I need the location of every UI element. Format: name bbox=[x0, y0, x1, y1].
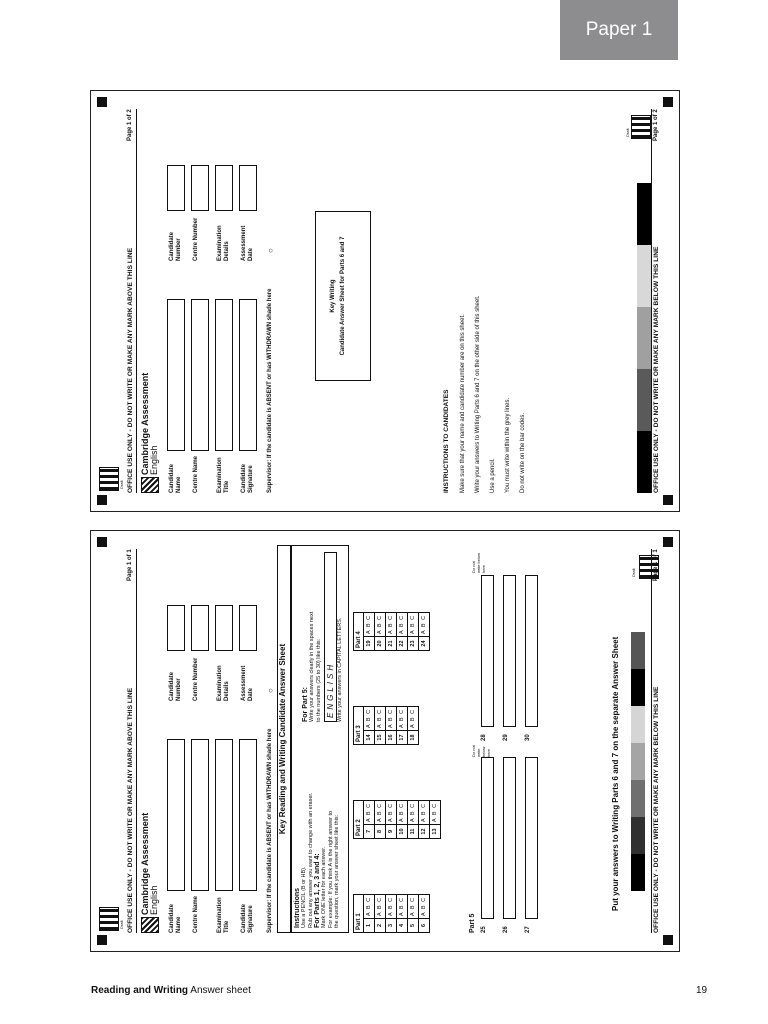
part1-label: Part 1 bbox=[354, 894, 364, 932]
answer-options[interactable]: A B C bbox=[375, 800, 386, 824]
calibration-bar bbox=[631, 817, 645, 854]
calibration-bar bbox=[631, 743, 645, 780]
cambridge-shield-icon bbox=[141, 477, 159, 493]
part3-rows bbox=[364, 706, 419, 744]
instruction-item: Make sure that your name and candidate number are on this sheet. bbox=[460, 314, 466, 493]
answer-options[interactable]: A B C bbox=[386, 894, 397, 918]
part5-label: Part 5 bbox=[469, 913, 476, 933]
instruction-item: Write your answers to Writing Parts 6 and 7 on the other side of this sheet. bbox=[475, 295, 481, 493]
question-number: 9 bbox=[386, 825, 397, 839]
question-number: 12 bbox=[419, 825, 430, 839]
box-line2: Candidate Answer Sheet for Parts 6 and 7 bbox=[340, 236, 346, 356]
question-number: 20 bbox=[375, 637, 386, 651]
field-label-candidate-number: Candidate Number bbox=[169, 231, 182, 261]
exam-details-box[interactable] bbox=[215, 605, 233, 651]
answer-line-28[interactable] bbox=[481, 575, 494, 727]
question-number: 1 bbox=[364, 919, 375, 933]
question-number: 17 bbox=[397, 731, 408, 745]
draft-label: Draft bbox=[625, 128, 630, 137]
answer-options[interactable]: A B C bbox=[397, 706, 408, 730]
answer-options[interactable]: A B C bbox=[375, 612, 386, 636]
office-use-top: OFFICE USE ONLY - DO NOT WRITE OR MAKE ANY MARK ABOVE THIS LINE bbox=[127, 687, 134, 933]
answer-options[interactable]: A B C bbox=[408, 706, 419, 730]
answer-sheet-content bbox=[91, 531, 679, 951]
answer-options[interactable]: A B C bbox=[408, 612, 419, 636]
parts-heading: For Parts 1, 2, 3 and 4: bbox=[314, 853, 321, 928]
page-of-bottom-label: Page 1 of 1 bbox=[653, 549, 659, 581]
answer-row bbox=[408, 706, 419, 744]
grey-calibration-bars bbox=[631, 591, 645, 891]
answer-row bbox=[375, 612, 386, 650]
part1-rows bbox=[364, 894, 430, 932]
field-label-exam-title: Examination Title bbox=[217, 897, 230, 933]
instruction-item: You must write within the grey lines. bbox=[505, 397, 511, 493]
do-not-write-note: Do not write below here bbox=[471, 552, 486, 573]
answer-options[interactable]: A B C bbox=[364, 612, 375, 636]
question-number: 21 bbox=[386, 637, 397, 651]
office-use-bottom: OFFICE USE ONLY - DO NOT WRITE OR MAKE ANY MARK BELOW THIS LINE bbox=[653, 246, 660, 493]
corner-marker bbox=[97, 495, 107, 505]
answer-line-27[interactable] bbox=[525, 757, 538, 919]
answer-row bbox=[397, 612, 408, 650]
question-number: 23 bbox=[408, 637, 419, 651]
answer-options[interactable]: A B C bbox=[386, 800, 397, 824]
part5-line1: Write your answers clearly in the spaces next bbox=[309, 611, 315, 722]
answer-row bbox=[364, 800, 375, 838]
field-label-candidate-name: Candidate Name bbox=[169, 903, 182, 933]
field-label-exam-details: Examination Details bbox=[217, 225, 230, 261]
answer-row bbox=[364, 706, 375, 744]
office-use-bottom: OFFICE USE ONLY - DO NOT WRITE OR MAKE ANY MARK BELOW THIS LINE bbox=[653, 686, 660, 933]
field-label-centre-name: Centre Name bbox=[193, 895, 199, 933]
corner-marker bbox=[97, 537, 107, 547]
answer-row bbox=[419, 894, 430, 932]
answer-options[interactable]: A B C bbox=[397, 800, 408, 824]
field-label-exam-title: Examination Title bbox=[217, 457, 230, 493]
answer-options[interactable]: A B C bbox=[419, 800, 430, 824]
part5-number: 26 bbox=[503, 926, 509, 933]
field-label-centre-number: Centre Number bbox=[193, 657, 199, 701]
answer-options[interactable]: A B C bbox=[419, 612, 430, 636]
calibration-bar bbox=[637, 183, 651, 245]
question-number: 2 bbox=[375, 919, 386, 933]
instructions-line2: Rub out any answer you want to change with an eraser. bbox=[307, 792, 314, 928]
supervisor-note: Supervisor: If the candidate is ABSENT or has WITHDRAWN shade here bbox=[267, 728, 273, 933]
example-word: ENGLISH bbox=[326, 661, 335, 718]
instructions-list bbox=[443, 113, 535, 493]
centre-number-box[interactable] bbox=[191, 165, 209, 211]
question-number: 5 bbox=[408, 919, 419, 933]
candidate-number-box[interactable] bbox=[167, 605, 185, 651]
centre-name-box[interactable] bbox=[191, 739, 209, 891]
answer-row bbox=[386, 800, 397, 838]
qr-code-icon bbox=[99, 467, 119, 491]
office-use-top: OFFICE USE ONLY - DO NOT WRITE OR MAKE ANY MARK ABOVE THIS LINE bbox=[127, 247, 134, 493]
logo-line2: English bbox=[149, 885, 159, 915]
calibration-bar bbox=[637, 431, 651, 493]
calibration-bar bbox=[637, 307, 651, 369]
top-rule bbox=[136, 549, 137, 933]
answer-row bbox=[408, 894, 419, 932]
logo-line2: English bbox=[149, 445, 159, 475]
answer-row bbox=[364, 894, 375, 932]
part3-label: Part 3 bbox=[354, 706, 364, 744]
question-number: 4 bbox=[397, 919, 408, 933]
answer-options[interactable]: A B C bbox=[408, 800, 419, 824]
answer-row bbox=[364, 612, 375, 650]
candidate-number-box[interactable] bbox=[167, 165, 185, 211]
centre-number-box[interactable] bbox=[191, 605, 209, 651]
instructions-heading: Instructions bbox=[294, 887, 301, 928]
field-label-assessment-date: Assessment Date bbox=[241, 665, 254, 701]
signature-box[interactable] bbox=[239, 739, 257, 891]
calibration-bar bbox=[631, 854, 645, 891]
field-label-centre-number: Centre Number bbox=[193, 217, 199, 261]
field-label-assessment-date: Assessment Date bbox=[241, 225, 254, 261]
answer-options[interactable]: A B C bbox=[386, 706, 397, 730]
answer-options[interactable]: A B C bbox=[364, 800, 375, 824]
question-number: 24 bbox=[419, 637, 430, 651]
instructions-heading: INSTRUCTIONS TO CANDIDATES bbox=[443, 389, 450, 493]
part5-number: 28 bbox=[481, 734, 487, 741]
bottom-rule bbox=[651, 549, 652, 933]
exam-title-box[interactable] bbox=[215, 739, 233, 891]
calibration-bar bbox=[631, 632, 645, 669]
answer-line-29[interactable] bbox=[503, 575, 516, 727]
answer-options[interactable]: A B C bbox=[386, 612, 397, 636]
answer-line-30[interactable] bbox=[525, 575, 538, 727]
title-banner bbox=[277, 545, 291, 933]
answer-options[interactable]: A B C bbox=[397, 894, 408, 918]
absent-shade-bubble[interactable]: ○ bbox=[266, 248, 275, 253]
bottom-note: Put your answers to Writing Parts 6 and 7 on the separate Answer Sheet bbox=[611, 636, 620, 911]
answer-row bbox=[386, 706, 397, 744]
field-label-centre-name: Centre Name bbox=[193, 455, 199, 493]
corner-marker bbox=[97, 935, 107, 945]
candidate-name-box[interactable] bbox=[167, 739, 185, 891]
field-label-signature: Candidate Signature bbox=[241, 463, 254, 493]
answer-row bbox=[408, 612, 419, 650]
supervisor-note: Supervisor: If the candidate is ABSENT or has WITHDRAWN shade here bbox=[267, 288, 273, 493]
absent-shade-bubble[interactable]: ○ bbox=[266, 688, 275, 693]
question-number: 18 bbox=[408, 731, 419, 745]
qr-code-icon bbox=[631, 115, 651, 139]
qr-code-icon bbox=[99, 907, 119, 931]
assessment-date-box[interactable] bbox=[239, 165, 257, 211]
corner-marker bbox=[97, 97, 107, 107]
answer-row bbox=[397, 894, 408, 932]
calibration-bar bbox=[637, 245, 651, 307]
part2-grid bbox=[353, 800, 441, 839]
part4-grid bbox=[353, 612, 430, 651]
part2-label: Part 2 bbox=[354, 800, 364, 838]
question-number: 6 bbox=[419, 919, 430, 933]
part5-number: 27 bbox=[525, 926, 531, 933]
paper-tab-label: Paper 1 bbox=[585, 19, 653, 40]
part5-heading: For Part 5: bbox=[302, 686, 309, 722]
exam-title-box[interactable] bbox=[215, 299, 233, 451]
calibration-bar bbox=[631, 780, 645, 817]
answer-options[interactable]: A B C bbox=[364, 706, 375, 730]
part3-grid bbox=[353, 706, 419, 745]
footer-subsection: Answer sheet bbox=[190, 985, 251, 996]
sheet-title-box bbox=[315, 211, 371, 381]
part5-number: 25 bbox=[481, 926, 487, 933]
field-label-candidate-number: Candidate Number bbox=[169, 671, 182, 701]
answer-row bbox=[375, 800, 386, 838]
answer-row bbox=[386, 612, 397, 650]
question-number: 3 bbox=[386, 919, 397, 933]
part5-number: 29 bbox=[503, 734, 509, 741]
part5-number: 30 bbox=[525, 734, 531, 741]
corner-marker bbox=[663, 97, 673, 107]
answer-line-25[interactable] bbox=[481, 757, 494, 919]
page-of-bottom-label: Page 1 of 2 bbox=[653, 109, 659, 141]
parts-line1: Mark ONE letter for each answer. bbox=[321, 846, 327, 928]
answer-options[interactable]: A B C bbox=[375, 894, 386, 918]
footer-left bbox=[91, 985, 251, 996]
answer-line-26[interactable] bbox=[503, 757, 516, 919]
paper-tab bbox=[560, 0, 678, 60]
signature-box[interactable] bbox=[239, 299, 257, 451]
question-number: 15 bbox=[375, 731, 386, 745]
question-number: 7 bbox=[364, 825, 375, 839]
draft-label: Draft bbox=[119, 920, 124, 929]
answer-sheet-writing bbox=[90, 90, 680, 512]
field-label-signature: Candidate Signature bbox=[241, 903, 254, 933]
logo-line1: Cambridge Assessment bbox=[140, 372, 150, 475]
answer-sheet-content bbox=[91, 91, 679, 511]
parts-line3: the question, mark your answer sheet like this: bbox=[334, 814, 340, 928]
draft-label: Draft bbox=[631, 568, 636, 577]
instruction-item: Use a pencil. bbox=[490, 458, 496, 493]
answer-options[interactable]: A B C bbox=[364, 894, 375, 918]
answer-row bbox=[375, 706, 386, 744]
answer-row bbox=[419, 800, 430, 838]
exam-details-box[interactable] bbox=[215, 165, 233, 211]
answer-options[interactable]: A B C bbox=[375, 706, 386, 730]
part4-rows bbox=[364, 612, 430, 650]
question-number: 10 bbox=[397, 825, 408, 839]
example-word-box bbox=[324, 552, 337, 722]
answer-row bbox=[386, 894, 397, 932]
answer-row bbox=[430, 800, 441, 838]
cambridge-shield-icon bbox=[141, 917, 159, 933]
corner-marker bbox=[663, 537, 673, 547]
instruction-item: Do not write on the bar codes. bbox=[520, 412, 526, 493]
answer-row bbox=[408, 800, 419, 838]
answer-options[interactable]: A B C bbox=[430, 800, 441, 824]
logo-line1: Cambridge Assessment bbox=[140, 812, 150, 915]
draft-label: Draft bbox=[119, 480, 124, 489]
assessment-date-box[interactable] bbox=[239, 605, 257, 651]
question-number: 13 bbox=[430, 825, 441, 839]
part5-line2: to the numbers (25 to 30) like this: bbox=[315, 638, 322, 722]
page-of-label: Page 1 of 1 bbox=[127, 549, 133, 581]
top-rule bbox=[136, 109, 137, 493]
question-number: 16 bbox=[386, 731, 397, 745]
answer-options[interactable]: A B C bbox=[408, 894, 419, 918]
part2-rows bbox=[364, 800, 441, 838]
corner-marker bbox=[663, 935, 673, 945]
field-label-exam-details: Examination Details bbox=[217, 665, 230, 701]
parts-line2: For example: If you think A is the right answer to bbox=[327, 810, 334, 928]
candidate-name-box[interactable] bbox=[167, 299, 185, 451]
corner-marker bbox=[663, 495, 673, 505]
calibration-bar bbox=[631, 706, 645, 743]
answer-row bbox=[397, 706, 408, 744]
page-of-label: Page 1 of 2 bbox=[127, 109, 133, 141]
instructions-line1: Use a PENCIL (B or HB). bbox=[301, 866, 307, 928]
centre-name-box[interactable] bbox=[191, 299, 209, 451]
answer-row bbox=[375, 894, 386, 932]
part1-grid bbox=[353, 894, 430, 933]
question-number: 11 bbox=[408, 825, 419, 839]
calibration-bar bbox=[631, 669, 645, 706]
answer-options[interactable]: A B C bbox=[397, 612, 408, 636]
page-number: 19 bbox=[696, 985, 708, 996]
bottom-rule bbox=[651, 109, 652, 493]
answer-row bbox=[397, 800, 408, 838]
answer-row bbox=[419, 612, 430, 650]
part4-label: Part 4 bbox=[354, 612, 364, 650]
box-line1: Key Writing bbox=[330, 279, 336, 313]
do-not-write-note: Do not write below here bbox=[471, 745, 491, 757]
answer-sheet-reading-writing bbox=[90, 530, 680, 952]
footer-section: Reading and Writing bbox=[91, 985, 189, 996]
question-number: 22 bbox=[397, 637, 408, 651]
grey-calibration-bars bbox=[637, 143, 651, 493]
question-number: 14 bbox=[364, 731, 375, 745]
sheet-title: Key Reading and Writing Candidate Answer Sheet bbox=[278, 643, 287, 835]
question-number: 8 bbox=[375, 825, 386, 839]
capital-note: Write your answers in CAPITAL LETTERS. bbox=[337, 617, 343, 722]
answer-options[interactable]: A B C bbox=[419, 894, 430, 918]
field-label-candidate-name: Candidate Name bbox=[169, 463, 182, 493]
instructions-panel bbox=[291, 545, 349, 933]
question-number: 19 bbox=[364, 637, 375, 651]
calibration-bar bbox=[637, 369, 651, 431]
